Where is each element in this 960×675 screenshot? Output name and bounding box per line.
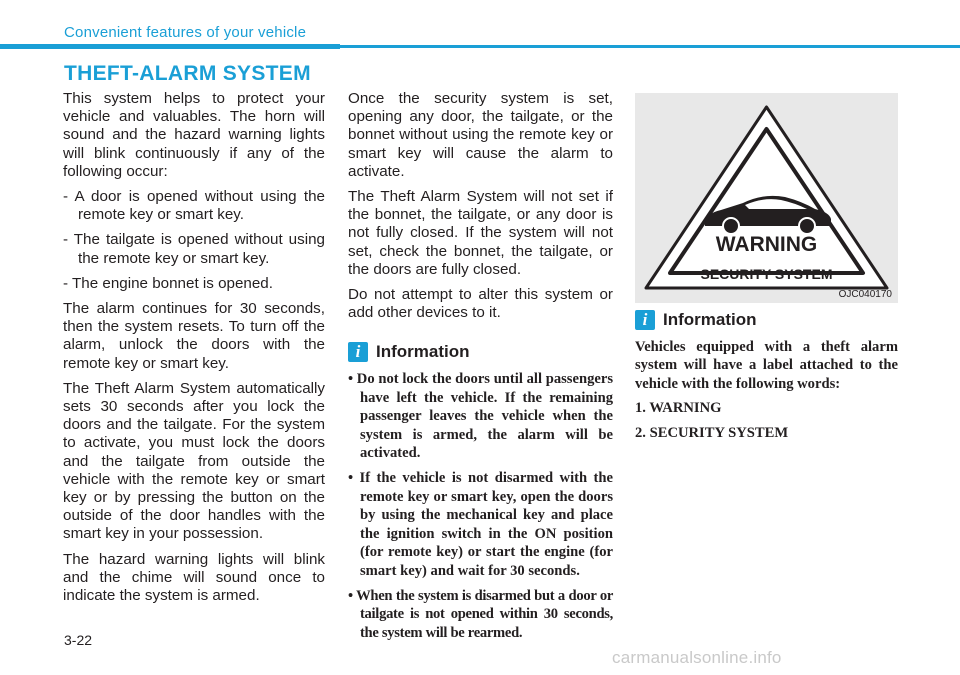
alarm-paragraph: The alarm continues for 30 seconds, then the system resets. To turn off the alarm, unlock the doors with the remote key or smart key. — [63, 300, 325, 372]
information-title: Information — [663, 309, 757, 329]
not-set-paragraph: The Theft Alarm System will not set if the bonnet, the tailgate, or any door is not fully closed. If the system will not set, check the bonnet, the tailgate, or the doors are fully closed. — [348, 188, 613, 278]
watermark: carmanualsonline.info — [612, 648, 782, 667]
list-item: • Do not lock the doors until all passengers have left the vehicle. If the remaining passenger leaves the vehicle when the system is armed, the alarm will be activated. — [348, 371, 613, 462]
label-description: Vehicles equipped with a theft alarm system will have a label attached to the vehicle with the following words: — [635, 339, 898, 392]
list-item: 2. SECURITY SYSTEM — [635, 424, 789, 441]
warning-triangle-icon — [635, 93, 898, 303]
list-item: - The tailgate is opened without using the remote key or smart key. — [63, 231, 325, 267]
security-system-label-text: SECURITY SYSTEM — [700, 266, 833, 282]
information-title: Information — [376, 342, 470, 362]
column-2 — [348, 90, 613, 649]
information-heading — [348, 342, 613, 362]
security-label-figure — [635, 93, 898, 303]
information-icon: i — [635, 310, 655, 330]
warning-label-text: WARNING — [715, 233, 818, 256]
armed-paragraph: The hazard warning lights will blink and the chime will sound once to indicate the system is armed. — [63, 550, 325, 605]
information-icon: i — [348, 342, 368, 362]
security-set-paragraph: Once the security system is set, opening any door, the tailgate, or the bonnet without using the remote key or smart key will cause the alarm to activate. — [348, 90, 613, 180]
auto-set-paragraph: The Theft Alarm System automatically sets 30 seconds after you lock the doors and the tailgate. For the system to activate, you must lock the doors and the tailgate from outside the vehicle with the remote key or smart key or by pressing the button on the outside of the door handles with the smart key in your possession. — [63, 379, 325, 543]
list-item: - A door is opened without using the remote key or smart key. — [63, 188, 325, 224]
column-1 — [63, 90, 325, 612]
page-number: 3-22 — [64, 632, 93, 648]
figure-code: OJC040170 — [838, 289, 892, 300]
intro-paragraph: This system helps to protect your vehicle and valuables. The horn will sound and the hazard warning lights will blink continuously if any of the following occur: — [63, 90, 325, 180]
page-title: THEFT-ALARM SYSTEM — [64, 62, 311, 85]
list-item: • If the vehicle is not disarmed with the remote key or smart key, open the doors by using the mechanical key and place the ignition switch in the ON position (for remote key) or start the engine (for smart key) and wait for 30 seconds. — [348, 470, 613, 579]
information-bullets — [348, 370, 613, 642]
header-rule-accent — [0, 44, 340, 49]
column-3 — [635, 304, 898, 448]
do-not-alter-paragraph: Do not attempt to alter this system or add other devices to it. — [348, 286, 613, 322]
list-item: 1. WARNING — [635, 400, 722, 417]
information-heading — [635, 310, 898, 330]
section-header: Convenient features of your vehicle — [64, 24, 307, 41]
list-item: - The engine bonnet is opened. — [63, 274, 273, 292]
list-item: • When the system is disarmed but a door or tailgate is not opened within 30 seconds, the system will be rearmed. — [348, 587, 613, 641]
